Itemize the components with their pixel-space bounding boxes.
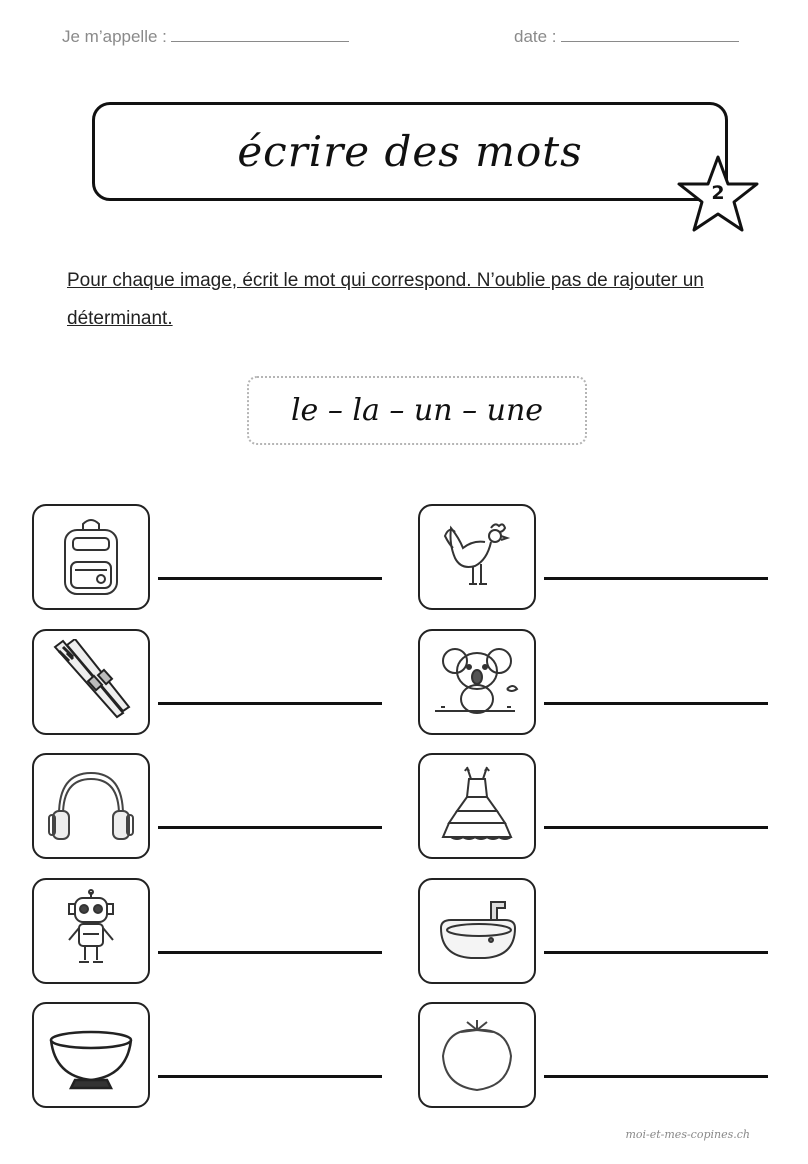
backpack-icon [45, 514, 137, 600]
image-card [418, 878, 536, 984]
image-card [32, 629, 150, 735]
answer-line[interactable] [544, 702, 768, 705]
determiners-text: le – la – un – une [290, 393, 544, 428]
robot-icon [45, 888, 137, 974]
exercise-item-bowl [32, 1002, 412, 1108]
image-card [418, 504, 536, 610]
answer-line[interactable] [544, 826, 768, 829]
exercise-item-skis [32, 629, 412, 735]
skis-icon [45, 639, 137, 725]
exercise-item-sink [418, 878, 798, 984]
bowl-icon [45, 1012, 137, 1098]
instruction-text: Pour chaque image, écrit le mot qui correspond. N’oublie pas de rajouter un déterminant. [67, 270, 704, 329]
exercise-item-rooster [418, 504, 798, 610]
exercise-item-backpack [32, 504, 412, 610]
headphones-icon [45, 763, 137, 849]
image-card [32, 1002, 150, 1108]
level-badge: 2 [711, 182, 725, 204]
image-card [418, 1002, 536, 1108]
koala-icon [431, 639, 523, 725]
answer-line[interactable] [158, 577, 382, 580]
credit-text: moi-et-mes-copines.ch [625, 1128, 750, 1141]
name-field[interactable] [62, 27, 349, 47]
exercise-item-tomato [418, 1002, 798, 1108]
date-field[interactable] [514, 27, 739, 47]
answer-line[interactable] [544, 577, 768, 580]
tomato-icon [431, 1012, 523, 1098]
name-blank[interactable] [171, 27, 349, 42]
title-box [92, 102, 728, 201]
name-label: Je m’appelle : [62, 27, 167, 46]
page-title: écrire des mots [237, 127, 583, 176]
exercise-item-koala [418, 629, 798, 735]
answer-line[interactable] [158, 951, 382, 954]
exercise-item-headphones [32, 753, 412, 859]
answer-line[interactable] [158, 702, 382, 705]
answer-line[interactable] [544, 1075, 768, 1078]
date-label: date : [514, 27, 557, 46]
sink-icon [431, 888, 523, 974]
answer-line[interactable] [544, 951, 768, 954]
exercise-item-dress [418, 753, 798, 859]
image-card [418, 629, 536, 735]
image-card [32, 504, 150, 610]
dress-icon [431, 763, 523, 849]
answer-line[interactable] [158, 1075, 382, 1078]
rooster-icon [431, 514, 523, 600]
image-card [418, 753, 536, 859]
exercise-item-robot [32, 878, 412, 984]
image-card [32, 753, 150, 859]
determiners-box [247, 376, 587, 445]
date-blank[interactable] [561, 27, 739, 42]
image-card [32, 878, 150, 984]
answer-line[interactable] [158, 826, 382, 829]
